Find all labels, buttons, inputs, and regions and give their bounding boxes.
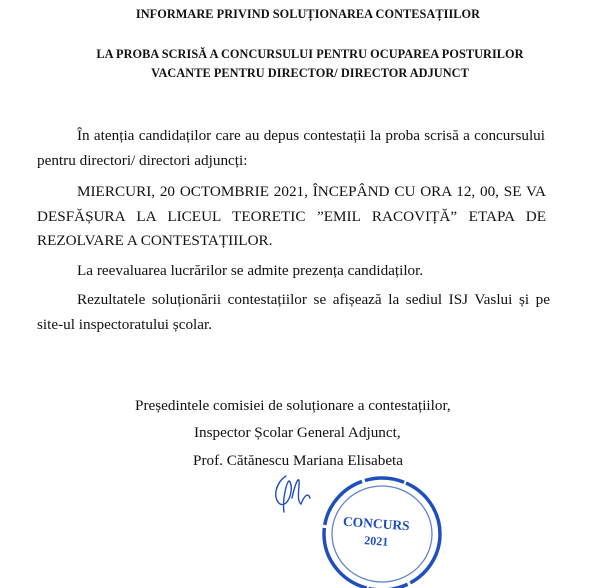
signatory-title: Inspector Școlar General Adjunct,: [194, 424, 401, 441]
concurs-stamp: [318, 472, 446, 588]
intro-paragraph: În atenția candidaților care au depus contestații la proba scrisă a concursului pentru directori/ directori adjuncți:: [37, 127, 545, 169]
results-paragraph: Rezultatele soluționării contestațiilor se afișează la sediul ISJ Vaslui și pe site-ul inspectoratului școlar.: [37, 291, 550, 333]
reevaluation-paragraph: La reevaluarea lucrărilor se admite prezența candidaților.: [77, 262, 424, 279]
document-title: INFORMARE PRIVIND SOLUȚIONAREA CONTESAȚIILOR: [135, 7, 481, 21]
schedule-paragraph: MIERCURI, 20 OCTOMBRIE 2021, ÎNCEPÂND CU ORA 12, 00, SE VA DESFĂȘURA LA LICEUL TEORETIC ”EMIL RACOVIȚĂ” ETAPA DE REZOLVARE A CONTESTAȚIILOR.: [37, 183, 546, 249]
handwritten-signature: [268, 468, 324, 514]
stamp-text-year: 2021: [363, 533, 389, 549]
document-subtitle-line-2: VACANTE PENTRU DIRECTOR/ DIRECTOR ADJUNCT: [151, 66, 469, 80]
signatory-name: Prof. Cătănescu Mariana Elisabeta: [193, 452, 404, 469]
signatory-role: Președintele comisiei de soluționare a contestațiilor,: [135, 397, 451, 414]
document-subtitle-line-1: LA PROBA SCRISĂ A CONCURSULUI PENTRU OCUPAREA POSTURILOR: [96, 47, 524, 61]
stamp-text-concurs: CONCURS: [342, 513, 411, 534]
